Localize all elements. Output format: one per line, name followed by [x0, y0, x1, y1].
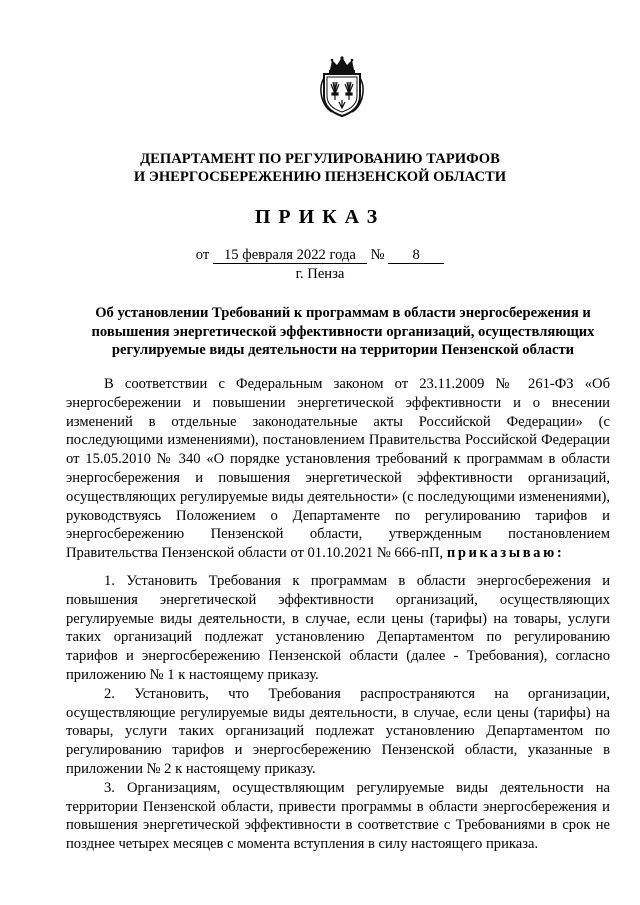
- department-name: [0, 150, 640, 186]
- item-1-paragraph: 1. Установить Требования к программам в области энергосбережения и повышения энергетической эффективности организаций, осуществляющих регулируемые виды деятельности, в случае, если цены (тарифы) на товары, услуги таких организаций подлежат установлению Департаментом по регулированию тарифов и энергосбережению Пензенской области (далее - Требования), согласно приложению № 1 к настоящему приказу.: [66, 572, 610, 683]
- department-line-1: ДЕПАРТАМЕНТ ПО РЕГУЛИРОВАНИЮ ТАРИФОВ: [140, 151, 500, 167]
- number-prefix: №: [370, 247, 385, 263]
- date-line: [0, 247, 640, 264]
- document-body: [66, 375, 610, 854]
- city: г. Пенза: [295, 266, 345, 282]
- document-type: ПРИКАЗ: [254, 206, 386, 228]
- department-line-2: И ЭНЕРГОСБЕРЕЖЕНИЮ ПЕНЗЕНСКОЙ ОБЛАСТИ: [133, 169, 507, 185]
- title-line-2: повышения энергетической эффективности организаций, осуществляющих: [91, 323, 595, 340]
- order-number: 8: [388, 248, 444, 264]
- order-word: приказываю:: [446, 545, 565, 562]
- item-2-paragraph: 2. Установить, что Требования распространяются на организации, осуществляющие регулируемые виды деятельности, в случае, если цены (тарифы) на товары, услуги таких организаций подлежат установлению Департаментом по регулированию тарифов и энергосбережению Пензенской области, указанные в приложении № 2 к настоящему приказу.: [66, 685, 610, 777]
- title-line-1: Об установлении Требований к программам в области энергосбережения и: [95, 305, 591, 321]
- title-line-3: регулируемые виды деятельности на территории Пензенской области: [111, 342, 575, 358]
- preamble-paragraph: [66, 375, 610, 563]
- document-title: [80, 304, 606, 360]
- order-date: 15 февраля 2022 года: [213, 248, 367, 264]
- date-prefix: от: [195, 247, 210, 263]
- preamble-text: В соответствии с Федеральным законом от 23.11.2009 № 261-ФЗ «Об энергосбережении и повышении энергетической эффективности и о внесении изменений в отдельные законодательные акты Российской Федерации» (с последующими изменениями), постановлением Правительства Российской Федерации от 15.05.2010 № 340 «О порядке установления требований к программам в области энергосбережения и повышения энергетической эффективности организаций, осуществляющих регулируемые виды деятельности» (с последующими изменениями), руководствуясь Положением о Департаменте по регулированию тарифов и энергосбережению Пензенской области, утвержденным постановлением Правительства Пензенской области от 01.10.2021 № 666-пП,: [66, 376, 610, 562]
- item-3-paragraph: 3. Организациям, осуществляющим регулируемые виды деятельности на территории Пензенской области, привести программы в области энергосбережения и повышения энергетической эффективности в соответствие с Требованиями в срок не позднее четырех месяцев с момента вступления в силу настоящего приказа.: [66, 779, 610, 853]
- coat-of-arms-icon: [318, 56, 366, 118]
